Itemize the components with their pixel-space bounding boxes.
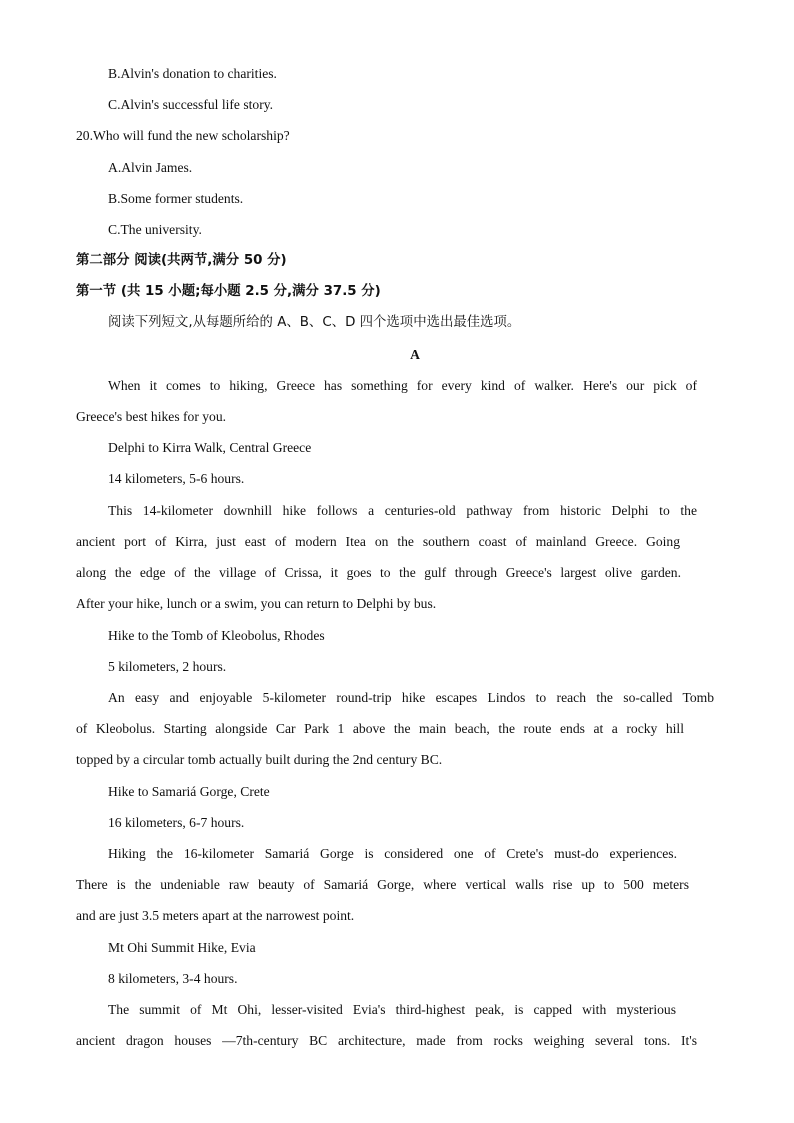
- hike1-body-line-3: along the edge of the village of Crissa, it goes to the gulf through Greece's largest olive garden.: [76, 565, 681, 580]
- hike3-body-line-3: and are just 3.5 meters apart at the narrowest point.: [76, 908, 355, 923]
- hike3-info: 16 kilometers, 6-7 hours.: [108, 815, 245, 830]
- q19-option-c: C.Alvin's successful life story.: [108, 97, 274, 112]
- hike1-body-line-1: This 14-kilometer downhill hike follows a centuries-old pathway from historic Delphi to the: [108, 503, 697, 518]
- section1-heading: 第一节 (共 15 小题;每小题 2.5 分,满分 37.5 分): [76, 284, 381, 299]
- hike2-body-line-1: An easy and enjoyable 5-kilometer round-trip hike escapes Lindos to reach the so-called Tomb: [108, 690, 714, 705]
- intro-line-1: When it comes to hiking, Greece has something for every kind of walker. Here's our pick of: [108, 378, 697, 393]
- q19-option-b: B.Alvin's donation to charities.: [108, 66, 277, 81]
- passage-label: A: [410, 347, 420, 362]
- q20-option-c: C.The university.: [108, 222, 202, 237]
- hike1-info: 14 kilometers, 5-6 hours.: [108, 471, 245, 486]
- hike2-info: 5 kilometers, 2 hours.: [108, 659, 227, 674]
- hike1-title: Delphi to Kirra Walk, Central Greece: [108, 440, 312, 455]
- hike2-title: Hike to the Tomb of Kleobolus, Rhodes: [108, 628, 325, 643]
- hike4-body-line-1: The summit of Mt Ohi, lesser-visited Evia's third-highest peak, is capped with mysterious: [108, 1002, 676, 1017]
- hike3-body-line-1: Hiking the 16-kilometer Samariá Gorge is considered one of Crete's must-do experiences.: [108, 846, 677, 861]
- hike4-title: Mt Ohi Summit Hike, Evia: [108, 940, 256, 955]
- hike1-body-line-4: After your hike, lunch or a swim, you can return to Delphi by bus.: [76, 596, 437, 611]
- q20-option-a: A.Alvin James.: [108, 160, 193, 175]
- hike3-body-line-2: There is the undeniable raw beauty of Samariá Gorge, where vertical walls rise up to 500 meters: [76, 877, 689, 892]
- hike2-body-line-2: of Kleobolus. Starting alongside Car Park 1 above the main beach, the route ends at a rocky hill: [76, 721, 684, 736]
- hike1-body-line-2: ancient port of Kirra, just east of modern Itea on the southern coast of mainland Greece. Going: [76, 534, 680, 549]
- intro-line-2: Greece's best hikes for you.: [76, 409, 227, 424]
- hike2-body-line-3: topped by a circular tomb actually built during the 2nd century BC.: [76, 752, 443, 767]
- hike4-info: 8 kilometers, 3-4 hours.: [108, 971, 238, 986]
- q20-option-b: B.Some former students.: [108, 191, 244, 206]
- reading-instruction: 阅读下列短文,从每题所给的 A、B、C、D 四个选项中选出最佳选项。: [108, 315, 521, 330]
- hike4-body-line-2: ancient dragon houses —7th-century BC architecture, made from rocks weighing several tons. It's: [76, 1033, 697, 1048]
- part2-heading: 第二部分 阅读(共两节,满分 50 分): [76, 253, 287, 268]
- hike3-title: Hike to Samariá Gorge, Crete: [108, 784, 270, 799]
- q20-stem: 20.Who will fund the new scholarship?: [76, 128, 290, 143]
